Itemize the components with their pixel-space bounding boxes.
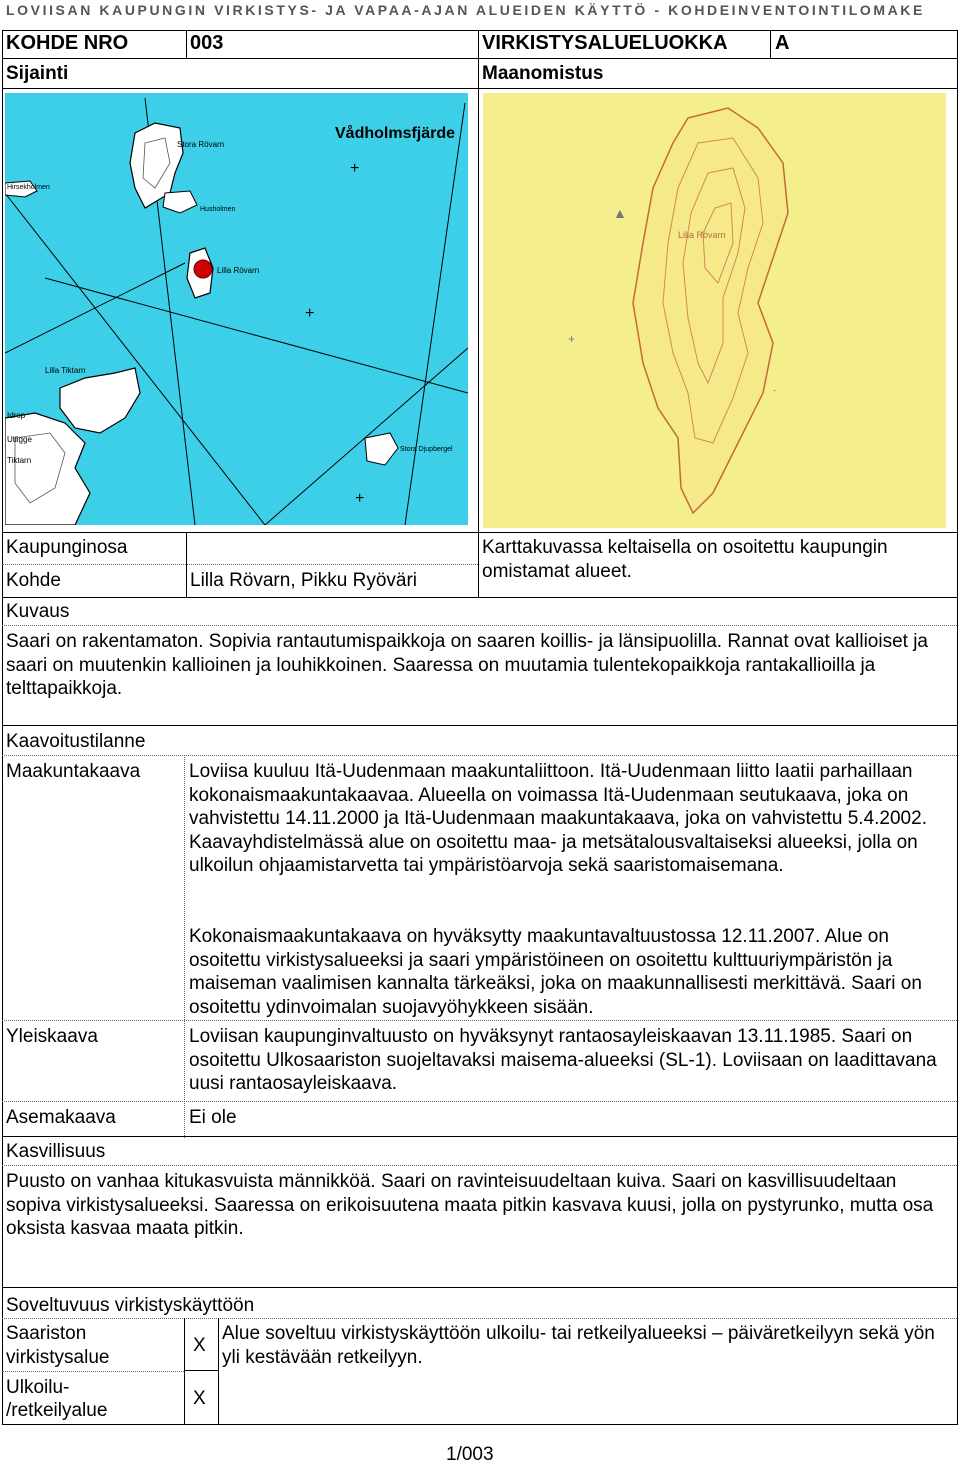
svg-text:+: +: [350, 160, 360, 177]
location-map: [5, 93, 468, 525]
kuvaus-label: Kuvaus: [6, 601, 70, 622]
svg-text:▲: ▲: [613, 205, 627, 221]
svg-text:+: +: [355, 490, 365, 507]
ulkoilu-label-1: Ulkoilu-: [6, 1377, 70, 1398]
sijainti-label: Sijainti: [6, 63, 69, 84]
saaristo-label-2: virkistysalue: [6, 1347, 110, 1368]
svg-text:+: +: [568, 332, 576, 346]
luokka-value: A: [775, 32, 790, 54]
kohde-value: Lilla Rövarn, Pikku Ryöväri: [190, 570, 418, 591]
maakuntakaava-label: Maakuntakaava: [6, 761, 141, 782]
map-label: Utligge: [7, 435, 32, 444]
kuvaus-text: Saari on rakentamaton. Sopivia rantautumispaikkoja on saaren koillis- ja länsipuolilla. Rannat ovat kallioiset ja saari on muutenkin kallioinen ja louhikkoinen. Saaressa on muutamia tulentekopaikkoja rantakallioilla ja telttapaikkoja.: [6, 631, 929, 699]
soveltuvuus-label: Soveltuvuus virkistyskäyttöön: [6, 1295, 255, 1316]
kohde-label: Kohde: [6, 570, 61, 591]
form-header: LOVIISAN KAUPUNGIN VIRKISTYS- JA VAPAA-AJAN ALUEIDEN KÄYTTÖ - KOHDEINVENTOINTILOMAKE: [6, 2, 925, 18]
kasvillisuus-label: Kasvillisuus: [6, 1141, 106, 1162]
map-label: Lilla Tiktarn: [45, 366, 86, 375]
map-label: Idrop: [7, 411, 26, 420]
kaavoitus-label: Kaavoitustilanne: [6, 731, 146, 752]
map-label: Stora Rövarn: [177, 140, 225, 149]
svg-text:·: ·: [773, 385, 777, 396]
luokka-label: VIRKISTYSALUELUOKKA: [482, 32, 728, 54]
kasvillisuus-text: Puusto on vanhaa kitukasvuista männikköä. Saari on ravinteisuudeltaan kuiva. Saari on kasvillisuudeltaan sopiva virkistysalueeksi. Saaressa on erikoisuutena maata pitkin kasvava kuusi, jolla on pystyrunko, mutta osa oksista kasvaa maata pitkin.: [6, 1171, 934, 1239]
kohde-nro-label: KOHDE NRO: [6, 32, 129, 54]
yleiskaava-text: Loviisan kaupunginvaltuusto on hyväksynyt rantaosayleiskaavan 13.11.1985. Saari on osoitettu Ulkosaariston suojeltavaksi maisema-alueeksi (SL-1). Loviisaan on laadittavana uusi rantaosayleiskaava.: [189, 1026, 937, 1094]
ulkoilu-label-2: /retkeilyalue: [6, 1400, 108, 1421]
location-marker-icon: [194, 260, 212, 278]
kohde-nro-value: 003: [190, 32, 224, 54]
map-label: Husholmen: [200, 206, 236, 213]
saaristo-label-1: Saariston: [6, 1323, 87, 1344]
asemakaava-text: Ei ole: [189, 1107, 237, 1128]
yleiskaava-label: Yleiskaava: [6, 1026, 98, 1047]
map-label: Stora Djupbergel: [400, 446, 453, 453]
map-label: Tiktarn: [7, 456, 32, 465]
maanomistus-label: Maanomistus: [482, 63, 604, 84]
saaristo-checkmark: X: [193, 1335, 206, 1356]
ownership-map: [483, 93, 946, 528]
map-label: Lilla Rövarn: [217, 266, 260, 275]
asemakaava-label: Asemakaava: [6, 1107, 116, 1128]
map-label: Hirsekholmen: [7, 184, 50, 191]
maakuntakaava-text-1: Loviisa kuuluu Itä-Uudenmaan maakuntaliittoon. Itä-Uudenmaan liitto laatii parhaillaan kokonaismaakuntakaavaa. Alueella on voimassa Itä-Uudenmaan seutukaava, joka on vahvistettu 14.11.2000 ja Itä-Uudenmaan maakuntakaava, joka on vahvistettu 5.4.2002. Kaavayhdistelmässä alue on osoitettu maa- ja metsätalousvaltaiseksi alueeksi, jolla on ulkoilun ohjaamistarvetta tai ympäristöarvoja sekä saaristomaisemana.: [189, 761, 927, 876]
map-label: Vådholmsfjärde: [335, 125, 456, 142]
soveltuvuus-text: Alue soveltuu virkistyskäyttöön ulkoilu- tai retkeilyalueeksi – päiväretkeilyyn sekä yön yli kestävään retkeilyyn.: [222, 1323, 935, 1368]
maakuntakaava-text-2: Kokonaismaakuntakaava on hyväksytty maakuntavaltuustossa 12.11.2007. Alue on osoitettu virkistysalueeksi ja saari ympäristöineen on osoitettu kulttuuriympäristön ja maiseman vaalimisen kannalta tärkeäksi, joka on maakunnallisesti merkittävä. Saari on osoitettu ydinvoimalan suojavyöhykkeen sisään.: [189, 926, 922, 1018]
kaupunginosa-label: Kaupunginosa: [6, 537, 128, 558]
map-label: Lilla Rövarn: [678, 230, 726, 240]
svg-text:+: +: [305, 305, 315, 322]
ulkoilu-checkmark: X: [193, 1388, 206, 1409]
page-number: 1/003: [446, 1444, 494, 1465]
map-note: Karttakuvassa keltaisella on osoitettu kaupungin omistamat alueet.: [482, 537, 888, 582]
